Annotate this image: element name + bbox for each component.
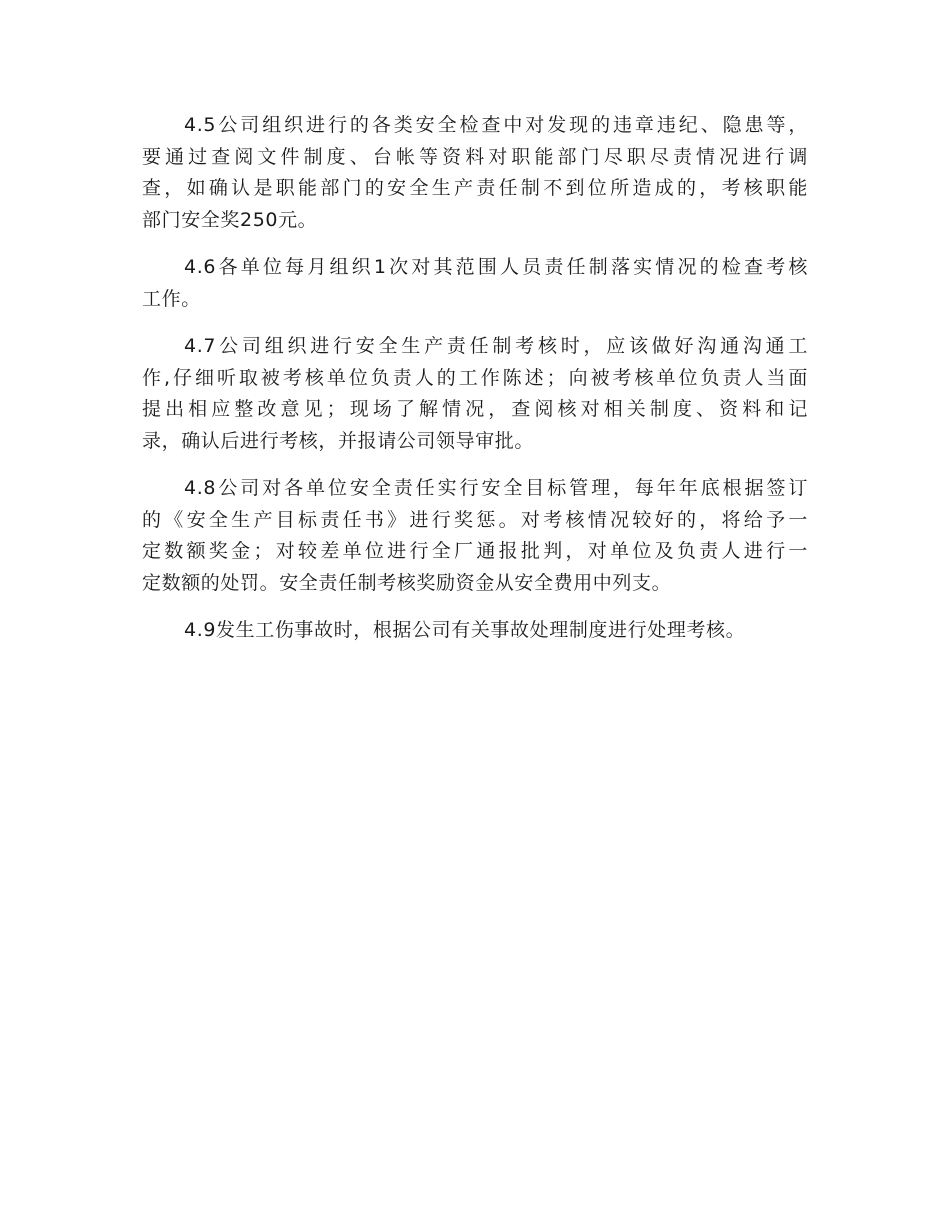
paragraph-line: 录，确认后进行考核，并报请公司领导审批。 [142,429,535,452]
paragraph-line: 提出相应整改意见；现场了解情况，查阅核对相关制度、资料和记 [142,398,808,420]
paragraph-line: 4.8公司对各单位安全责任实行安全目标管理，每年年底根据签订 [184,477,808,499]
paragraph-line: 定数额的处罚。安全责任制考核奖励资金从安全费用中列支。 [142,571,672,594]
paragraph-4-5 [142,110,808,236]
paragraph-line: 工作。 [142,287,201,310]
paragraph-4-8 [142,473,808,599]
paragraph-line: 4.5公司组织进行的各类安全检查中对发现的违章违纪、隐患等， [184,114,808,136]
paragraph-line: 4.7公司组织进行安全生产责任制考核时，应该做好沟通沟通工 [184,335,808,357]
paragraph-line: 要通过查阅文件制度、台帐等资料对职能部门尽职尽责情况进行调 [142,145,808,168]
paragraph-4-7 [142,331,808,457]
paragraph-line: 4.9发生工伤事故时，根据公司有关事故处理制度进行处理考核。 [184,619,746,641]
paragraph-line: 定数额奖金；对较差单位进行全厂通报批判，对单位及负责人进行一 [142,540,808,562]
document-body [142,110,808,663]
paragraph-4-9 [142,615,808,647]
paragraph-line: 的《安全生产目标责任书》进行奖惩。对考核情况较好的，将给予一 [142,508,808,531]
paragraph-line: 部门安全奖250元。 [142,208,318,231]
paragraph-line: 作,仔细听取被考核单位负责人的工作陈述；向被考核单位负责人当面 [142,366,808,389]
paragraph-line: 查，如确认是职能部门的安全生产责任制不到位所造成的，考核职能 [142,177,808,199]
paragraph-line: 4.6各单位每月组织1次对其范围人员责任制落实情况的检查考核 [184,256,808,278]
paragraph-4-6 [142,252,808,315]
